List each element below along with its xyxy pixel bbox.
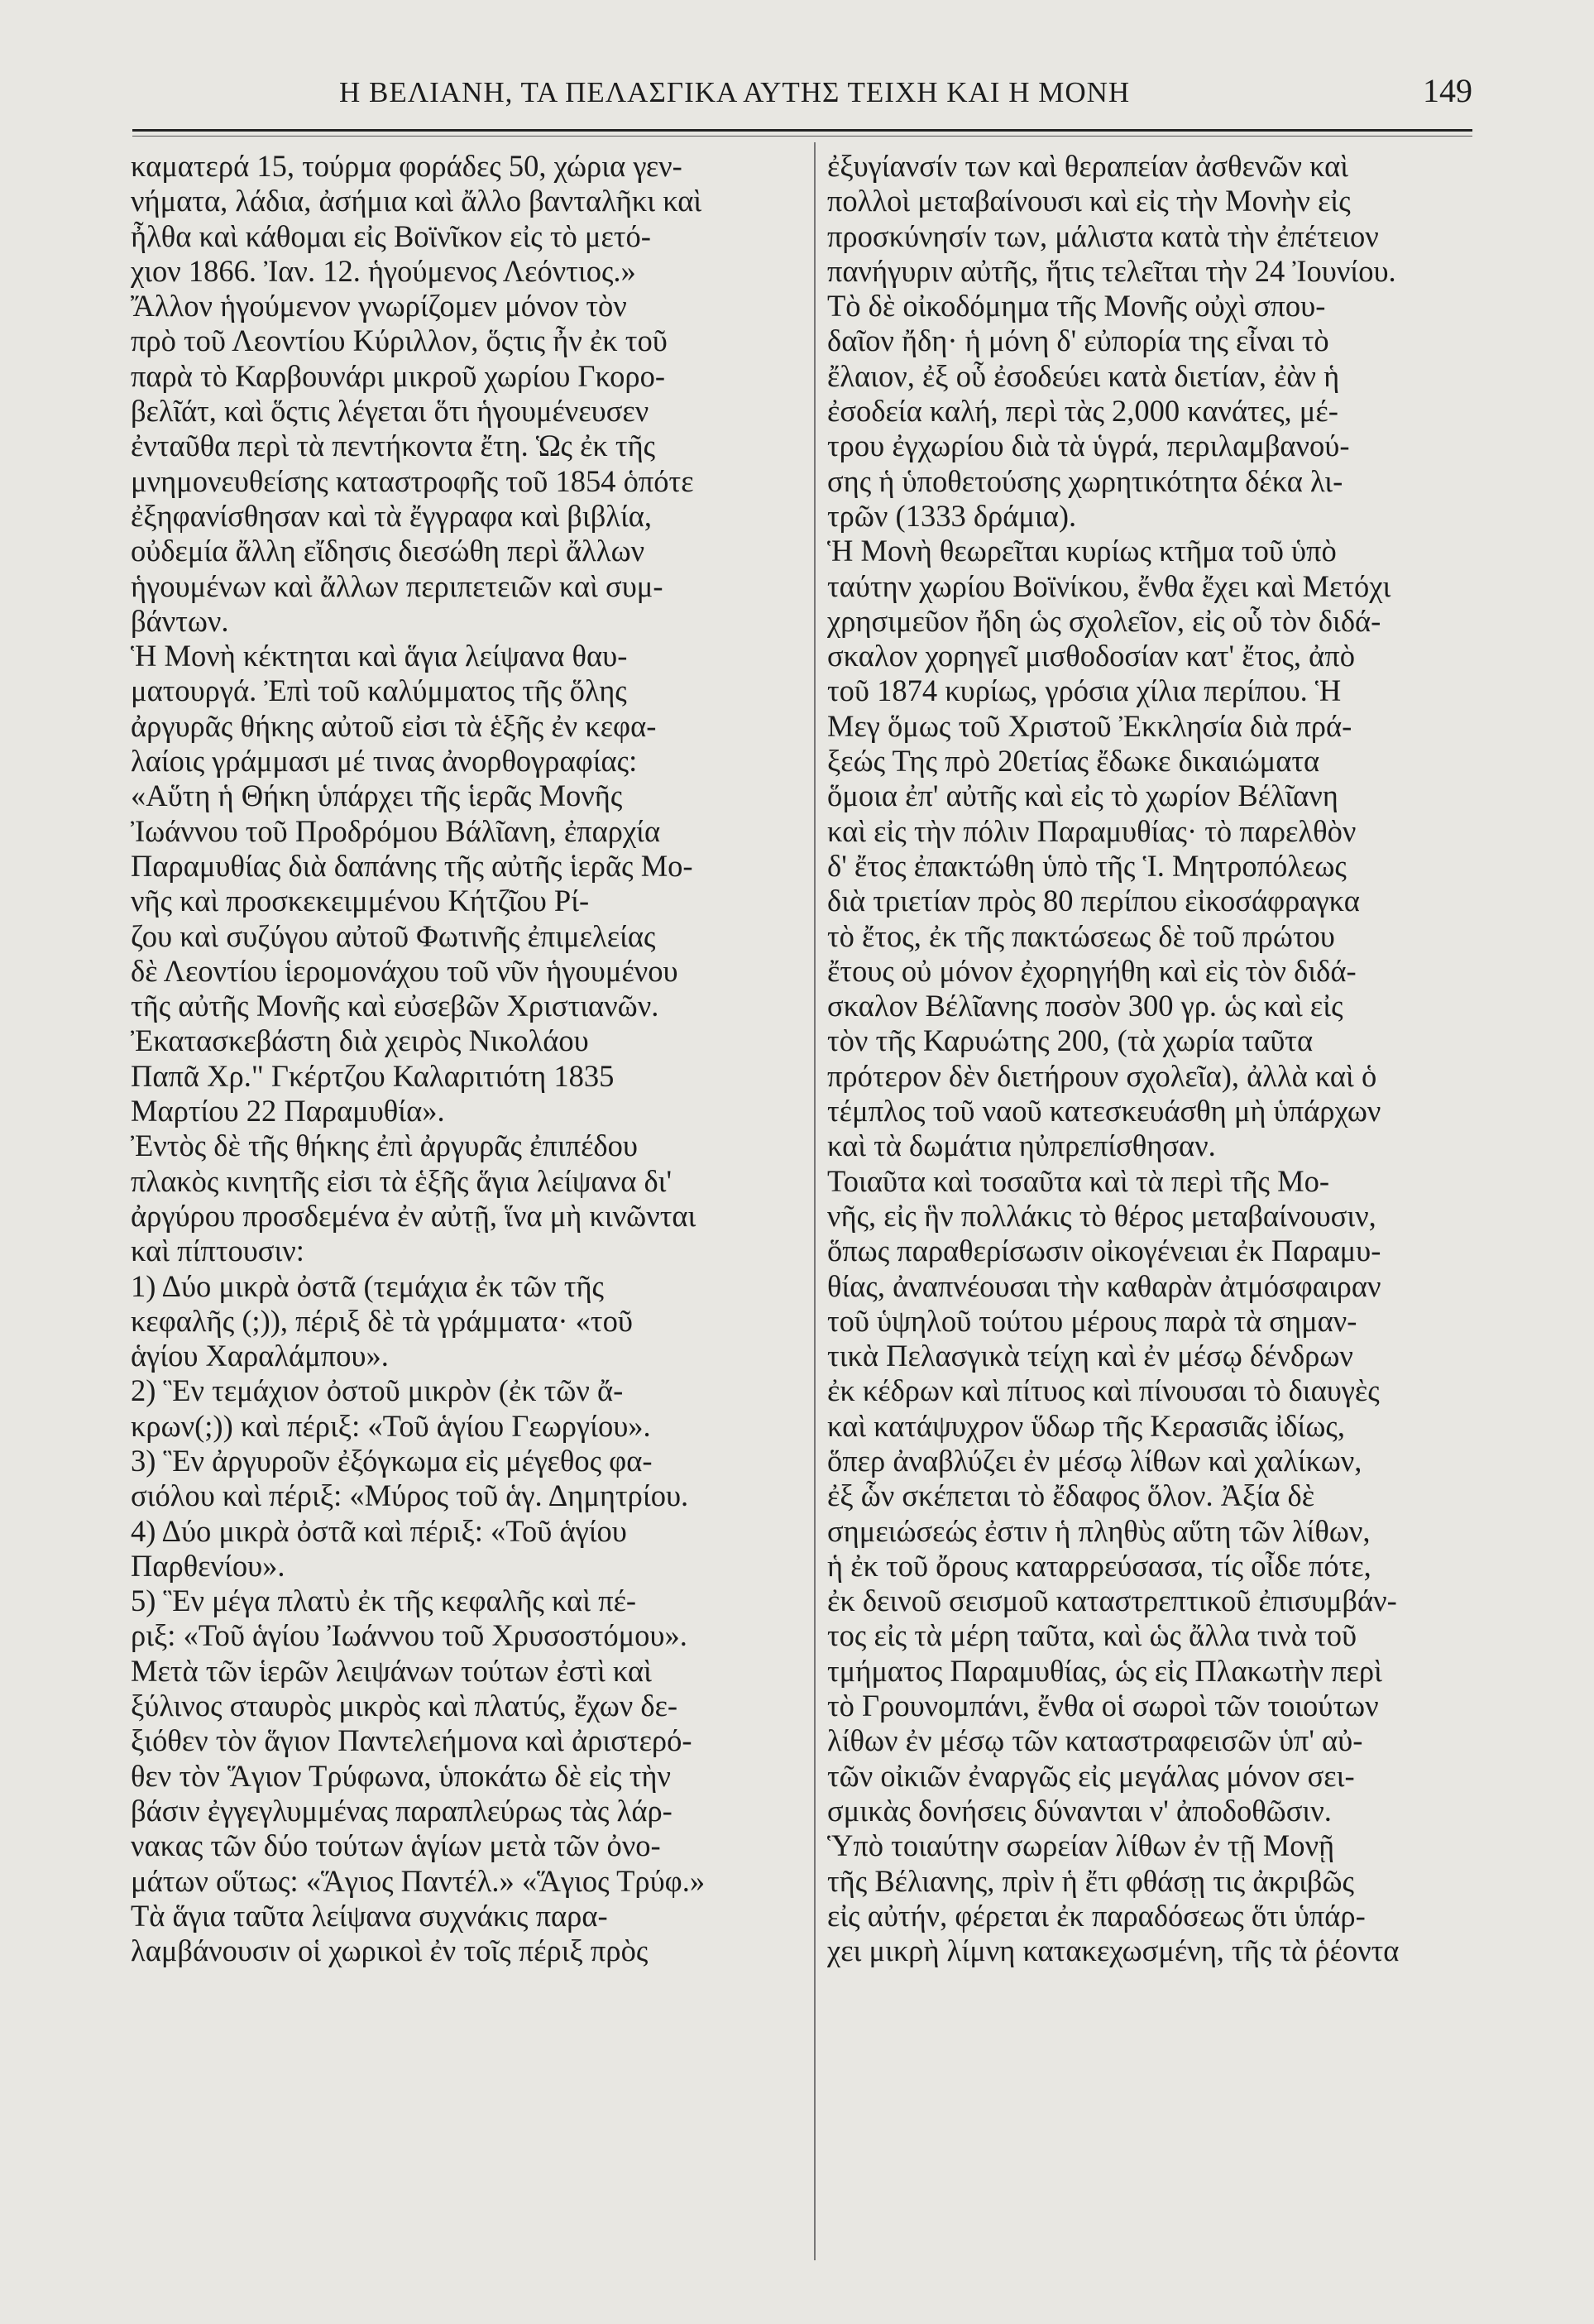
text-line: Μαρτίου 22 Παραμυθία». [131, 1094, 445, 1128]
text-line: ὅμοια ἐπ' αὐτῆς καὶ εἰς τὸ χωρίον Βέλ̃ιανη [827, 779, 1338, 813]
text-line: τῆς Βέλιανης, πρὶν ἡ ἔτι φθάσῃ τις ἀκριβῶς [827, 1863, 1354, 1898]
text-line: δαῖον ἤδη· ἡ μόνη δ' εὐπορία της εἶναι τὸ [827, 323, 1329, 358]
text-line: καὶ πίπτουσιν: [131, 1234, 304, 1268]
text-line: χιον 1866. Ἰαν. 12. ἡγούμενος Λεόντιος.» [131, 253, 636, 288]
right-column [827, 149, 1489, 1968]
text-line: τος εἰς τὰ μέρη ταῦτα, καὶ ὡς ἄλλα τινὰ τοῦ [827, 1618, 1357, 1653]
text-line: τοῦ 1874 κυρίως, γρόσια χίλια περίπου. Ἡ [827, 673, 1342, 708]
text-line: προσκύνησίν των, μάλιστα κατὰ τὴν ἐπέτειον [827, 218, 1379, 253]
text-line: Παπᾶ Χρ." Γκέρτζου Καλαριτιότη 1835 [131, 1058, 615, 1093]
running-title: Η ΒΕΛΙΑΝΗ, ΤΑ ΠΕΛΑΣΓΙΚΑ ΑΥΤΗΣ ΤΕΙΧΗ ΚΑΙ Η ΜΟΝΗ [339, 76, 1131, 108]
text-line: διὰ τριετίαν πρὸς 80 περίπου εἰκοσάφραγκα [827, 884, 1360, 918]
text-line: 1) Δύο μικρὰ ὀστᾶ (τεμάχια ἐκ τῶν τῆς [131, 1268, 605, 1303]
text-line: τέμπλος τοῦ ναοῦ κατεσκευάσθη μὴ ὑπάρχων [827, 1094, 1381, 1128]
text-line: νακας τῶν δύο τούτων ἁγίων μετὰ τῶν ὀνο- [131, 1828, 661, 1863]
text-line: Ἐντὸς δὲ τῆς θήκης ἐπὶ ἀργυρᾶς ἐπιπέδου [131, 1128, 638, 1163]
text-line: Ἄλλον ἡγούμενον γνωρίζομεν μόνον τὸν [131, 289, 627, 323]
text-line: ἐξ ὧν σκέπεται τὸ ἔδαφος ὅλον. Ἀξία δὲ [827, 1478, 1315, 1513]
text-line: λίθων ἐν μέσῳ τῶν καταστραφεισῶν ὑπ' αὐ- [827, 1723, 1363, 1758]
text-line: τὸν τῆς Καρυώτης 200, (τὰ χωρία ταῦτα [827, 1023, 1314, 1058]
text-line: πρὸ τοῦ Λεοντίου Κύριλλον, ὅςτις ἦν ἐκ τοῦ [131, 323, 668, 358]
text-line: ματουργά. Ἐπὶ τοῦ καλύμματος τῆς ὅλης [131, 673, 627, 708]
text-line: νῆς καὶ προσκεκειμμένου Κήτζ̃ιου Ρί- [131, 884, 590, 918]
text-line: δὲ Λεοντίου ἱερομονάχου τοῦ νῦν ἡγουμένου [131, 953, 678, 988]
text-line: 3) Ἓν ἀργυροῦν ἐξόγκωμα εἰς μέγεθος φα- [131, 1443, 653, 1478]
text-line: Ἡ Μονὴ κέκτηται καὶ ἅγια λείψανα θαυ- [131, 639, 628, 673]
text-line: τῆς αὐτῆς Μονῆς καὶ εὐσεβῶν Χριστιανῶν. [131, 989, 659, 1023]
text-line: βάσιν ἐγγεγλυμμένας παραπλεύρως τὰς λάρ- [131, 1793, 673, 1828]
text-line: εἰς αὐτήν, φέρεται ἐκ παραδόσεως ὅτι ὑπάρ- [827, 1898, 1366, 1933]
text-line: κεφαλῆς (;)), πέριξ δὲ τὰ γράμματα· «τοῦ [131, 1303, 633, 1338]
text-line: τὸ Γρουνομπάνι, ἔνθα οἱ σωροὶ τῶν τοιούτων [827, 1689, 1379, 1723]
page-header [132, 71, 1472, 121]
text-line: Παραμυθίας διὰ δαπάνης τῆς αὐτῆς ἱερᾶς Μο- [131, 848, 693, 883]
text-line: Τὰ ἅγια ταῦτα λείψανα συχνάκις παρα- [131, 1898, 608, 1933]
text-line: 5) Ἓν μέγα πλατὺ ἐκ τῆς κεφαλῆς καὶ πέ- [131, 1584, 637, 1618]
page-number: 149 [1423, 72, 1472, 109]
column-divider [814, 142, 816, 2260]
text-line: ἐσοδεία καλή, περὶ τὰς 2,000 κανάτες, μέ- [827, 394, 1338, 429]
text-line: νήματα, λάδια, ἀσήμια καὶ ἄλλο βανταλῆκι καὶ [131, 184, 702, 218]
text-line: ἁγίου Χαραλάμπου». [131, 1339, 389, 1373]
text-line: οὐδεμία ἄλλη εἴδησις διεσώθη περὶ ἄλλων [131, 534, 645, 568]
left-column [131, 149, 801, 1968]
text-line: ἐκ κέδρων καὶ πίτυος καὶ πίνουσαι τὸ διαυγὲς [827, 1373, 1380, 1408]
text-line: τρῶν (1333 δράμια). [827, 498, 1077, 533]
text-line: ταύτην χωρίου Βοϊνίκου, ἔνθα ἔχει καὶ Μετόχι [827, 568, 1391, 603]
text-line: Ἡ Μονὴ θεωρεῖται κυρίως κτῆμα τοῦ ὑπὸ [827, 534, 1337, 568]
text-line: ἀργυρᾶς θήκης αὐτοῦ εἰσι τὰ ἑξῆς ἐν κεφα- [131, 708, 657, 743]
text-line: ἦλθα καὶ κάθομαι εἰς Βοϊνῖκον εἰς τὸ μετό- [131, 218, 651, 253]
text-line: κρων(;)) καὶ πέριξ: «Τοῦ ἁγίου Γεωργίου». [131, 1408, 651, 1443]
text-line: ξιόθεν τὸν ἅγιον Παντελεήμονα καὶ ἀριστερό- [131, 1723, 692, 1758]
text-line: ξεώς Της πρὸ 20ετίας ἔδωκε δικαιώματα [827, 744, 1320, 779]
text-line: «Αὕτη ἡ Θήκη ὑπάρχει τῆς ἱερᾶς Μονῆς [131, 779, 623, 813]
text-line: βάντων. [131, 603, 229, 638]
text-line: σιόλου καὶ πέριξ: «Μύρος τοῦ ἁγ. Δημητρίου. [131, 1478, 689, 1513]
text-line: τῶν οἰκιῶν ἐναργῶς εἰς μεγάλας μόνον σει- [827, 1758, 1355, 1793]
text-line: ριξ: «Τοῦ ἁγίου Ἰωάννου τοῦ Χρυσοστόμου». [131, 1618, 687, 1653]
text-line: πανήγυριν αὐτῆς, ἥτις τελεῖται τὴν 24 Ἰουνίου. [827, 253, 1396, 288]
text-line: Ἰωάννου τοῦ Προδρόμου Βάλ̃ιανη, ἐπαρχία [131, 813, 661, 848]
text-line: σμικὰς δονήσεις δύνανται ν' ἀποδοθῶσιν. [827, 1793, 1332, 1828]
text-line: ξύλινος σταυρὸς μικρὸς καὶ πλατύς, ἔχων δε- [131, 1689, 678, 1723]
text-line: ἐκ δεινοῦ σεισμοῦ καταστρεπτικοῦ ἐπισυμβάν- [827, 1584, 1397, 1618]
text-line: σκαλον Βέλ̃ιανης ποσὸν 300 γρ. ὡς καὶ εἰς [827, 989, 1343, 1023]
text-line: Μετὰ τῶν ἱερῶν λειψάνων τούτων ἐστὶ καὶ [131, 1653, 652, 1688]
text-line: ὅπως παραθερίσωσιν οἰκογένειαι ἐκ Παραμυ- [827, 1234, 1381, 1268]
text-line: βελ̃ιάτ, καὶ ὅςτις λέγεται ὅτι ἡγουμένευσεν [131, 394, 649, 429]
text-line: σκαλον χορηγεῖ μισθοδοσίαν κατ' ἔτος, ἀπὸ [827, 639, 1355, 673]
text-line: τοῦ ὑψηλοῦ τούτου μέρους παρὰ τὰ σημαν- [827, 1303, 1357, 1338]
header-rule-thin [132, 136, 1472, 137]
text-line: πρότερον δὲν διετήρουν σχολεῖα), ἀλλὰ καὶ ὁ [827, 1058, 1377, 1093]
text-line: πολλοὶ μεταβαίνουσι καὶ εἰς τὴν Μονὴν εἰς [827, 184, 1351, 218]
text-line: ὅπερ ἀναβλύζει ἐν μέσῳ λίθων καὶ χαλίκων, [827, 1443, 1362, 1478]
text-line: ἡ ἐκ τοῦ ὄρους καταρρεύσασα, τίς οἶδε πότε, [827, 1548, 1371, 1583]
text-line: 2) Ἓν τεμάχιον ὀστοῦ μικρὸν (ἐκ τῶν ἄ- [131, 1373, 624, 1408]
text-line: λαίοις γράμμασι μέ τινας ἀνορθογραφίας: [131, 744, 638, 779]
text-line: ἡγουμένων καὶ ἄλλων περιπετειῶν καὶ συμ- [131, 568, 663, 603]
text-line: σης ἡ ὑποθετούσης χωρητικότητα δέκα λι- [827, 463, 1343, 498]
text-line: τρου ἐγχωρίου διὰ τὰ ὑγρά, περιλαμβανού- [827, 429, 1350, 463]
text-line: μνημονευθείσης καταστροφῆς τοῦ 1854 ὁπότε [131, 463, 694, 498]
text-line: καὶ κατάψυχρον ὕδωρ τῆς Κερασιᾶς ἰδίως, [827, 1408, 1345, 1443]
text-line: χει μικρὴ λίμνη κατακεχωσμένη, τῆς τὰ ῥέοντα [827, 1933, 1400, 1968]
text-line: χρησιμεῦον ἤδη ὡς σχολεῖον, εἰς οὗ τὸν διδά- [827, 603, 1381, 638]
text-line: σημειώσεώς ἐστιν ἡ πληθὺς αὕτη τῶν λίθων, [827, 1513, 1371, 1548]
text-line: Ὑπὸ τοιαύτην σωρείαν λίθων ἐν τῇ Μονῇ [827, 1828, 1335, 1863]
text-line: παρὰ τὸ Καρβουνάρι μικροῦ χωρίου Γκορο- [131, 358, 665, 393]
text-line: θίας, ἀναπνέουσαι τὴν καθαρὰν ἀτμόσφαιραν [827, 1268, 1381, 1303]
text-line: Μεγ ὅμως τοῦ Χριστοῦ Ἐκκλησία διὰ πρά- [827, 708, 1352, 743]
text-line: τὸ ἔτος, ἐκ τῆς πακτώσεως δὲ τοῦ πρώτου [827, 918, 1335, 953]
text-line: πλακὸς κινητῆς εἰσι τὰ ἑξῆς ἅγια λείψανα δι' [131, 1163, 673, 1198]
text-line: τικὰ Πελασγικὰ τείχη καὶ ἐν μέσῳ δένδρων [827, 1339, 1353, 1373]
text-line: Τοιαῦτα καὶ τοσαῦτα καὶ τὰ περὶ τῆς Μο- [827, 1163, 1329, 1198]
text-line: νῆς, εἰς ἣν πολλάκις τὸ θέρος μεταβαίνουσιν, [827, 1198, 1376, 1233]
text-line: ἔτους οὐ μόνον ἐχορηγήθη καὶ εἰς τὸν διδά- [827, 953, 1357, 988]
text-line: θεν τὸν Ἅγιον Τρύφωνα, ὑποκάτω δὲ εἰς τὴν [131, 1758, 671, 1793]
text-line: δ' ἔτος ἐπακτώθη ὑπὸ τῆς Ἱ. Μητροπόλεως [827, 848, 1347, 883]
text-line: Παρθενίου». [131, 1548, 285, 1583]
text-line: ἐξηφανίσθησαν καὶ τὰ ἔγγραφα καὶ βιβλία, [131, 498, 653, 533]
text-line: Τὸ δὲ οἰκοδόμημα τῆς Μονῆς οὐχὶ σπου- [827, 289, 1326, 323]
text-line: καματερά 15, τούρμα φοράδες 50, χώρια γεν- [131, 149, 682, 183]
text-line: ζου καὶ συζύγου αὐτοῦ Φωτινῆς ἐπιμελείας [131, 918, 656, 953]
text-line: 4) Δύο μικρὰ ὀστᾶ καὶ πέριξ: «Τοῦ ἁγίου [131, 1513, 627, 1548]
header-rule [132, 129, 1472, 132]
text-line: καὶ εἰς τὴν πόλιν Παραμυθίας· τὸ παρελθὸν [827, 813, 1357, 848]
text-line: ἐξυγίανσίν των καὶ θεραπείαν ἀσθενῶν καὶ [827, 149, 1349, 183]
text-line: ἀργύρου προσδεμένα ἐν αὐτῇ, ἵνα μὴ κινῶνται [131, 1198, 696, 1233]
text-line: τμήματος Παραμυθίας, ὡς εἰς Πλακωτὴν περὶ [827, 1653, 1382, 1688]
text-line: Ἐκατασκεβάστη διὰ χειρὸς Νικολάου [131, 1023, 589, 1058]
text-line: καὶ τὰ δωμάτια ηὐπρεπίσθησαν. [827, 1128, 1216, 1163]
text-line: ἐνταῦθα περὶ τὰ πεντήκοντα ἔτη. Ὡς ἐκ τῆς [131, 429, 656, 463]
text-line: μάτων οὕτως: «Ἅγιος Παντέλ.» «Ἅγιος Τρύφ.» [131, 1863, 706, 1898]
text-line: ἔλαιον, ἐξ οὗ ἐσοδεύει κατὰ διετίαν, ἐὰν ἡ [827, 358, 1340, 393]
text-line: λαμβάνουσιν οἱ χωρικοὶ ἐν τοῖς πέριξ πρὸς [131, 1933, 649, 1968]
